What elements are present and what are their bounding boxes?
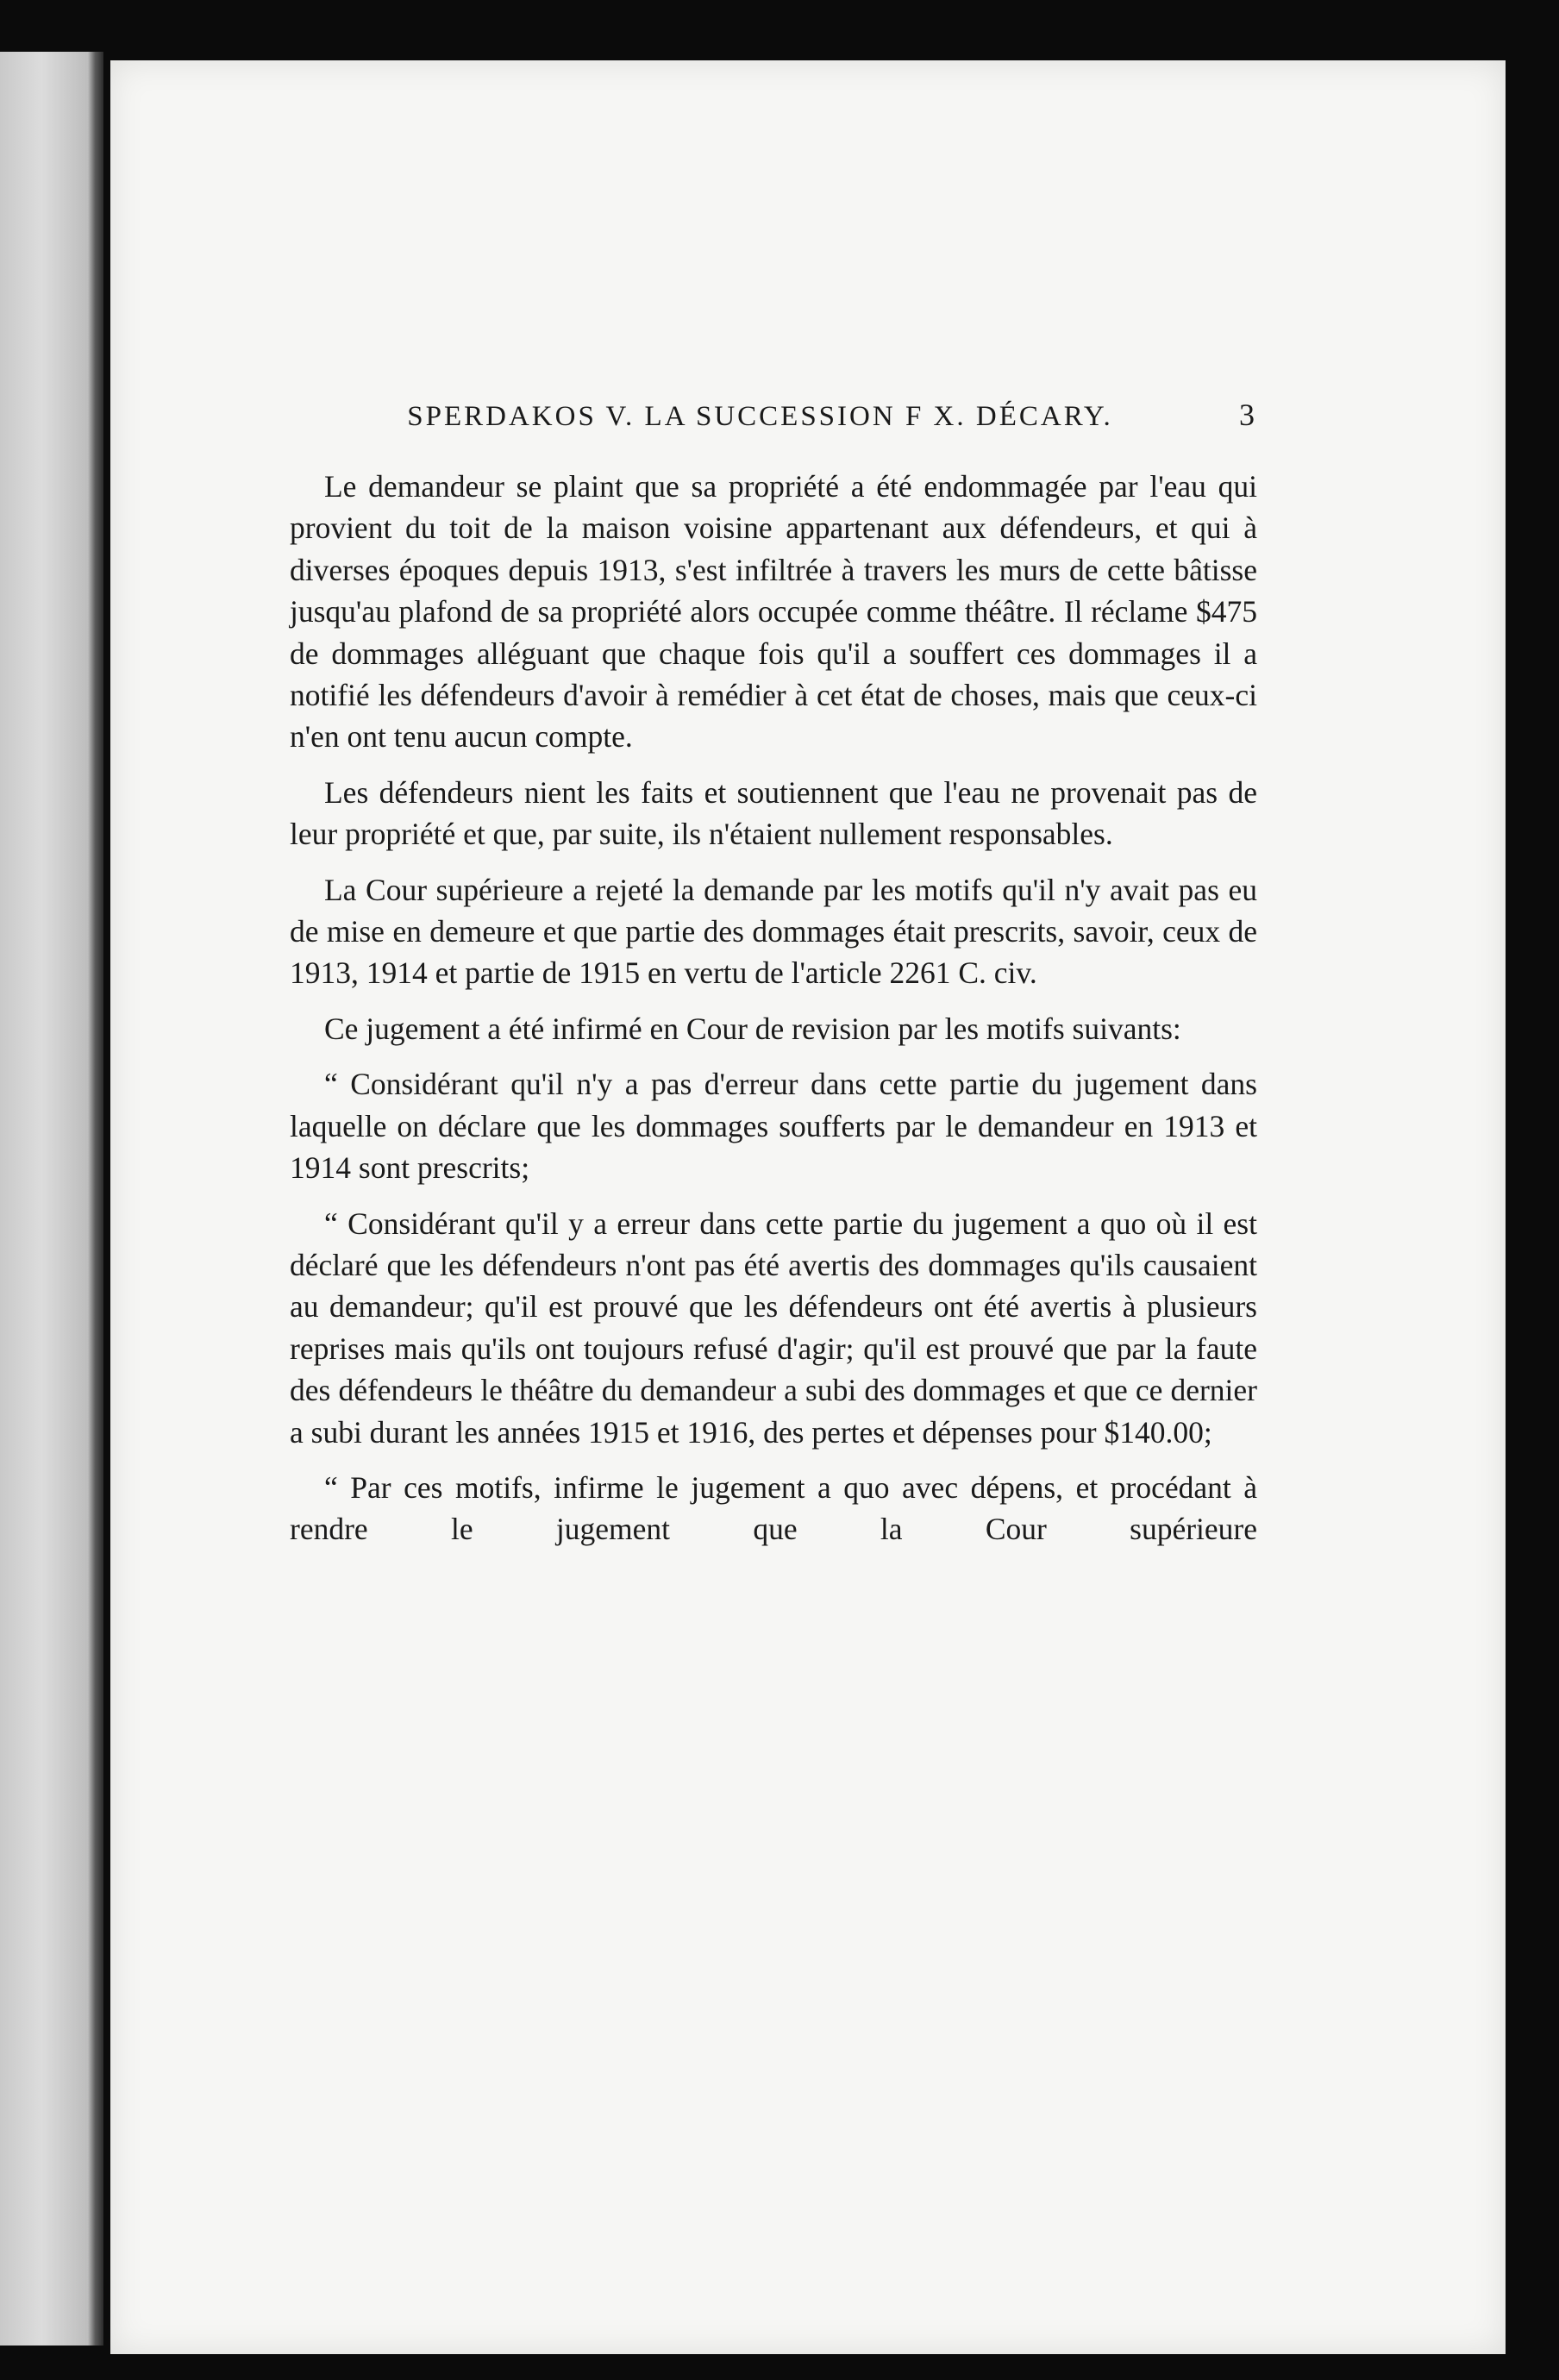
facing-page-edge (0, 52, 103, 2346)
running-head (290, 397, 1257, 433)
paragraph: “ Par ces motifs, infirme le jugement a quo avec dépens, et procédant à rendre le jugement que la Cour supérieure (290, 1469, 1257, 1547)
paragraph: Les défendeurs nient les faits et soutiennent que l'eau ne provenait pas de leur propriété et que, par suite, ils n'étaient nullement responsables. (290, 774, 1257, 852)
paragraph: “ Considérant qu'il y a erreur dans cette partie du jugement a quo où il est déclaré que les défendeurs n'ont pas été avertis des dommages qu'ils causaient au demandeur; qu'il est prouvé que les défendeurs ont été avertis à plusieurs reprises mais qu'ils ont toujours refusé d'agir; qu'il est prouvé que par la faute des défendeurs le théâtre du demandeur a subi des dommages et que ce dernier a subi durant les années 1915 et 1916, des pertes et dépenses pour $140.00; (290, 1206, 1257, 1450)
paragraph: La Cour supérieure a rejeté la demande par les motifs qu'il n'y avait pas eu de mise en demeure et que partie des dommages était prescrits, savoir, ceux de 1913, 1914 et partie de 1915 en vertu de l'article 2261 C. civ. (290, 872, 1257, 991)
paragraph: Ce jugement a été infirmé en Cour de revision par les motifs suivants: (324, 1011, 1181, 1046)
running-head-title: SPERDAKOS V. LA SUCCESSION F X. DÉCARY. (407, 401, 1113, 432)
paragraph: Le demandeur se plaint que sa propriété a été endommagée par l'eau qui provient du toit de la maison voisine appartenant aux défendeurs, et qui à diverses époques depuis 1913, s'est infiltrée à travers les murs de cette bâtisse jusqu'au plafond de sa propriété alors occupée comme théâtre. Il réclame $475 de dommages alléguant que chaque fois qu'il a souffert ces dommages il a notifié les défendeurs d'avoir à remédier à cet état de choses, mais que ceux-ci n'en ont tenu aucun compte. (290, 469, 1257, 755)
page-content (290, 397, 1257, 1564)
book-page (110, 60, 1506, 2354)
paragraph: “ Considérant qu'il n'y a pas d'erreur dans cette partie du jugement dans laquelle on déclare que les dommages soufferts par le demandeur en 1913 et 1914 sont prescrits; (290, 1067, 1257, 1186)
page-number: 3 (1239, 398, 1257, 432)
body-text (290, 466, 1257, 1550)
